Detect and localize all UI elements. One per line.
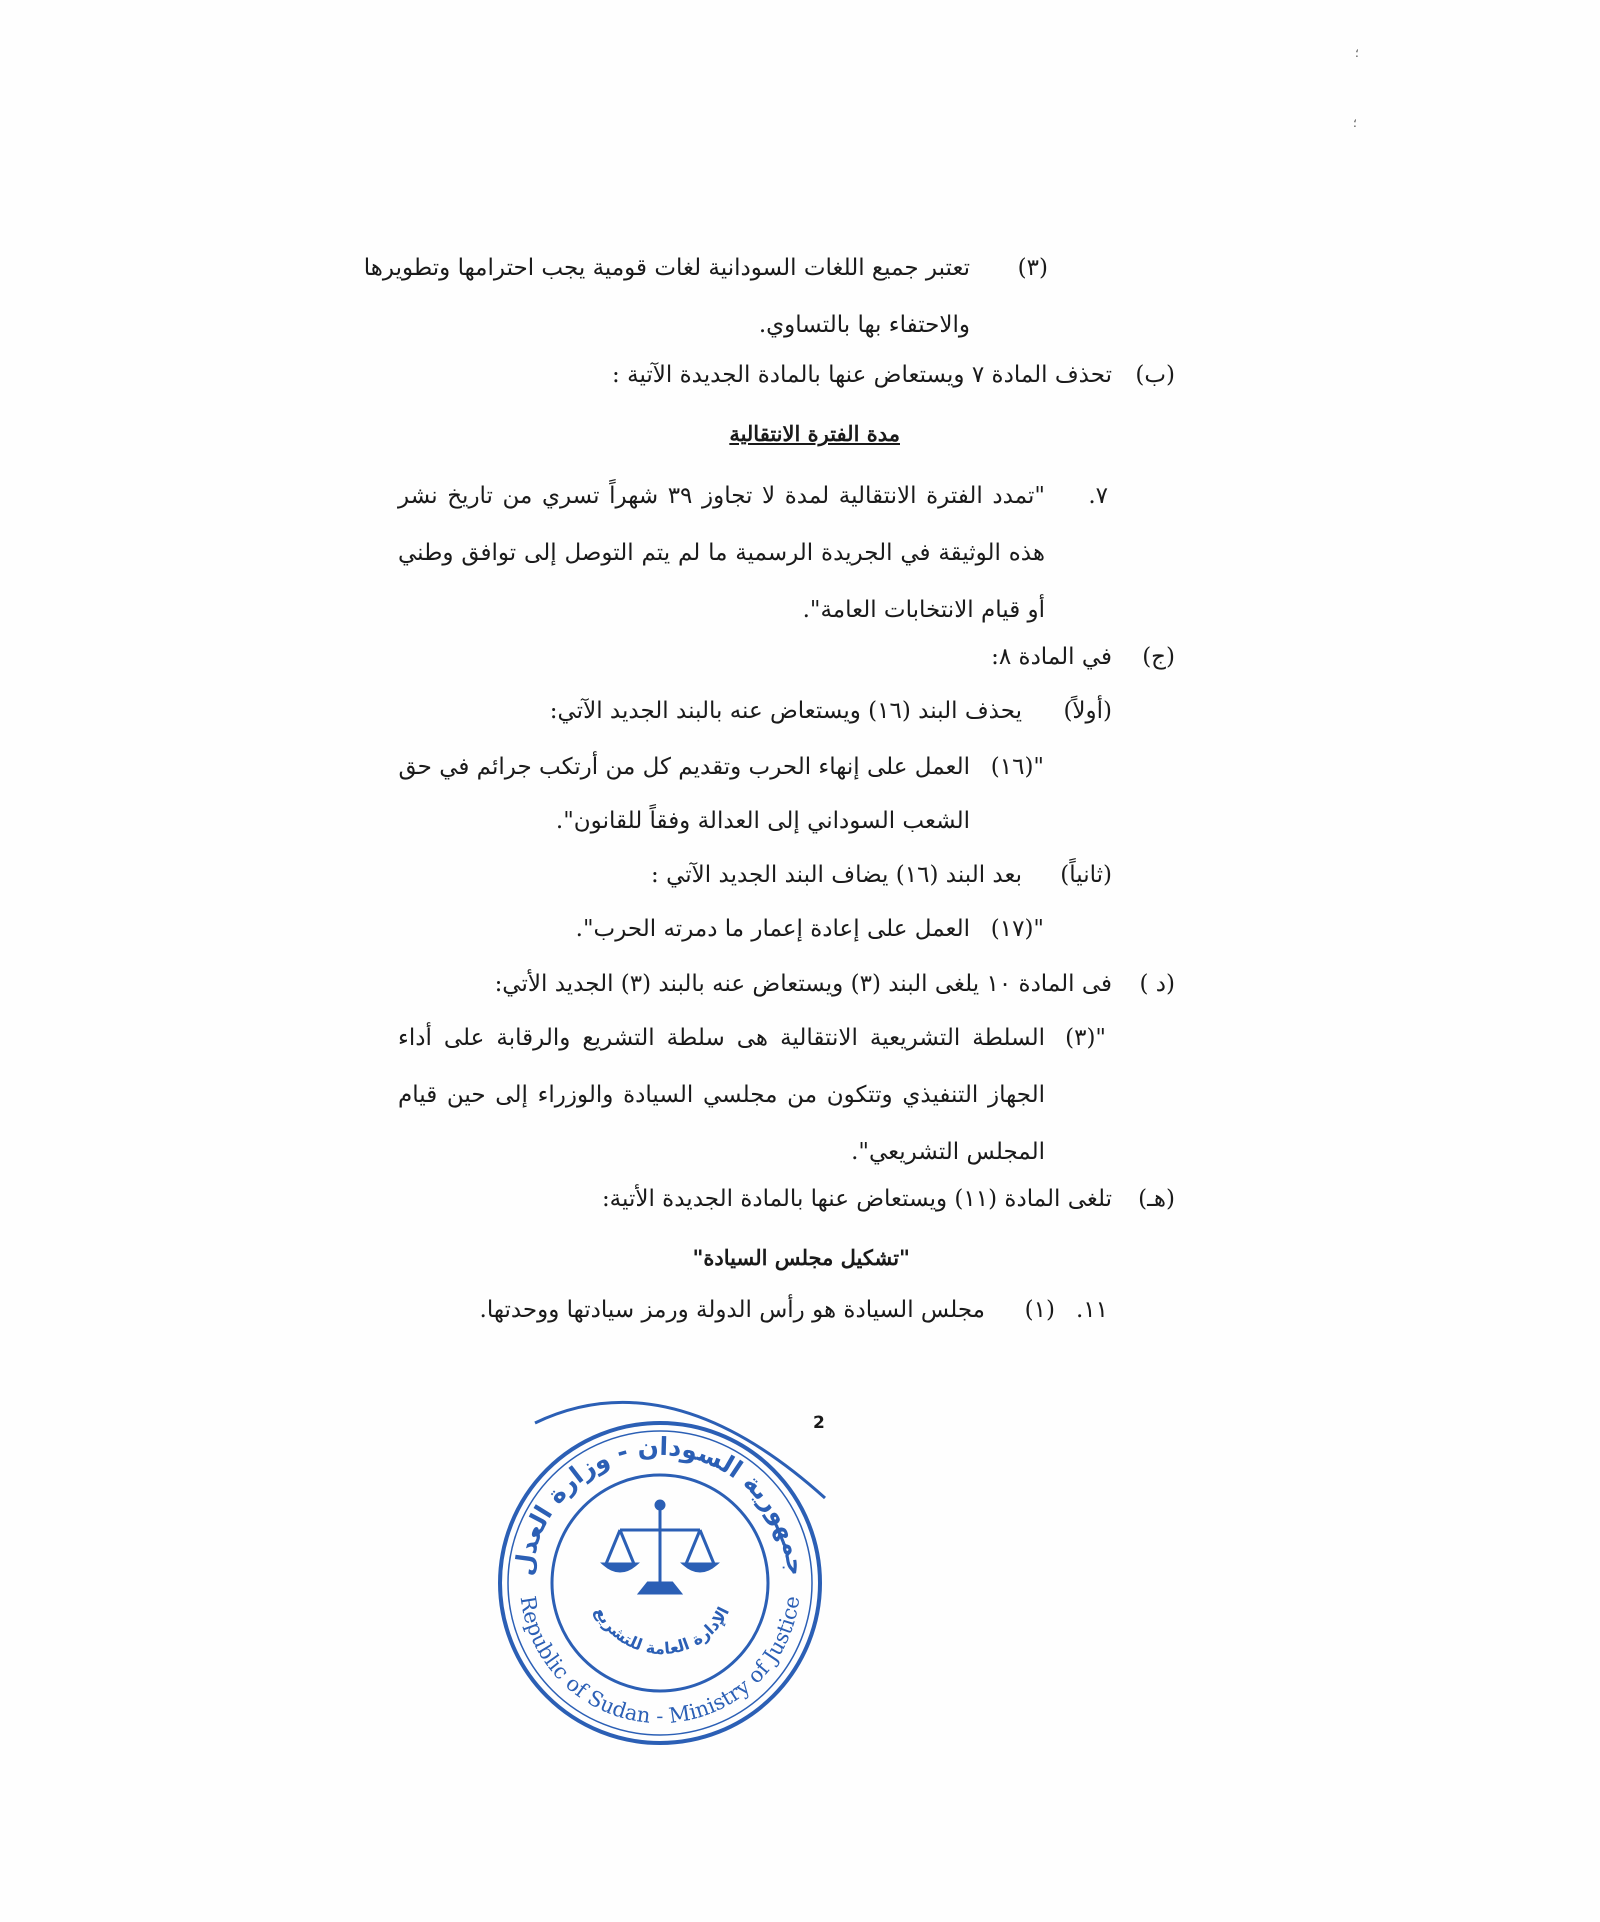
- clause-3b-marker: "(٣): [1065, 1025, 1106, 1051]
- clause-b-marker: (ب): [1135, 362, 1175, 388]
- article-11-sub-marker: (١): [1024, 1297, 1055, 1323]
- clause-3-line2: والاحتفاء بها بالتساوي.: [758, 312, 970, 338]
- clause-second-text: بعد البند (١٦) يضاف البند الجديد الآتي :: [651, 862, 1022, 888]
- clause-first-marker: (أولاً): [1063, 698, 1112, 724]
- clause-17-marker: "(١٧): [990, 916, 1044, 942]
- clause-d-marker: (د ): [1139, 971, 1175, 997]
- scales-of-justice-icon: [604, 1501, 716, 1593]
- heading-transitional-period: مدة الفترة الانتقالية: [729, 421, 900, 446]
- clause-17-text: العمل على إعادة إعمار ما دمرته الحرب".: [575, 916, 970, 942]
- clause-first-text: يحذف البند (١٦) ويستعاض عنه بالبند الجديد الآتي:: [549, 698, 1022, 724]
- clause-16-marker: "(١٦): [990, 754, 1044, 780]
- stamp-english-ring: Republic of Sudan - Ministry of Justice: [515, 1594, 805, 1729]
- article-7-marker: ٧.: [1088, 483, 1108, 509]
- ministry-of-justice-stamp: [480, 1378, 840, 1778]
- stamp-arabic-top: جمهورية السودان - وزارة العدل: [508, 1431, 811, 1578]
- margin-speck: ؛: [1355, 46, 1359, 60]
- clause-3b-text: السلطة التشريعية الانتقالية هى سلطة التشريع والرقابة على أداء الجهاز التنفيذي وتتكون من مجلسي السيادة والوزراء إلى حين قيام المجلس التشريعي".: [398, 1025, 1045, 1165]
- svg-text:الإدارة العامة للتشريع: [591, 1603, 733, 1658]
- clause-h-marker: (هـ): [1138, 1186, 1175, 1212]
- clause-d-text: فى المادة ١٠ يلغى البند (٣) ويستعاض عنه بالبند (٣) الجديد الأتي:: [494, 971, 1112, 997]
- clause-second-marker: (ثانياً): [1060, 862, 1112, 888]
- clause-3-marker: (٣): [1017, 255, 1048, 281]
- article-11-marker: ١١.: [1075, 1297, 1108, 1323]
- article-7-text: "تمدد الفترة الانتقالية لمدة لا تجاوز ٣٩ شهراً تسري من تاريخ نشر هذه الوثيقة في الجريدة الرسمية ما لم يتم التوصل إلى توافق وطني أو قيام الانتخابات العامة".: [398, 483, 1045, 623]
- clause-h-text: تلغى المادة (١١) ويستعاض عنها بالمادة الجديدة الأتية:: [601, 1186, 1112, 1212]
- stamp-arabic-inner: الإدارة العامة للتشريع: [590, 1603, 734, 1659]
- heading-sovereignty-council: "تشكيل مجلس السيادة": [692, 1245, 910, 1270]
- clause-j-text: في المادة ٨:: [991, 644, 1112, 670]
- clause-16-line1: العمل على إنهاء الحرب وتقديم كل من أرتكب جرائم في حق: [398, 754, 970, 780]
- clause-j-marker: (ج): [1142, 644, 1175, 670]
- clause-16-line2: الشعب السوداني إلى العدالة وفقاً للقانون".: [555, 808, 970, 834]
- page-number: 2: [813, 1413, 825, 1433]
- clause-b-text: تحذف المادة ٧ ويستعاض عنها بالمادة الجديدة الآتية :: [612, 362, 1112, 388]
- margin-speck: ؛: [1353, 116, 1357, 130]
- clause-3-line1: تعتبر جميع اللغات السودانية لغات قومية يجب احترامها وتطويرها: [363, 255, 970, 281]
- article-11-text: مجلس السيادة هو رأس الدولة ورمز سيادتها ووحدتها.: [479, 1297, 985, 1323]
